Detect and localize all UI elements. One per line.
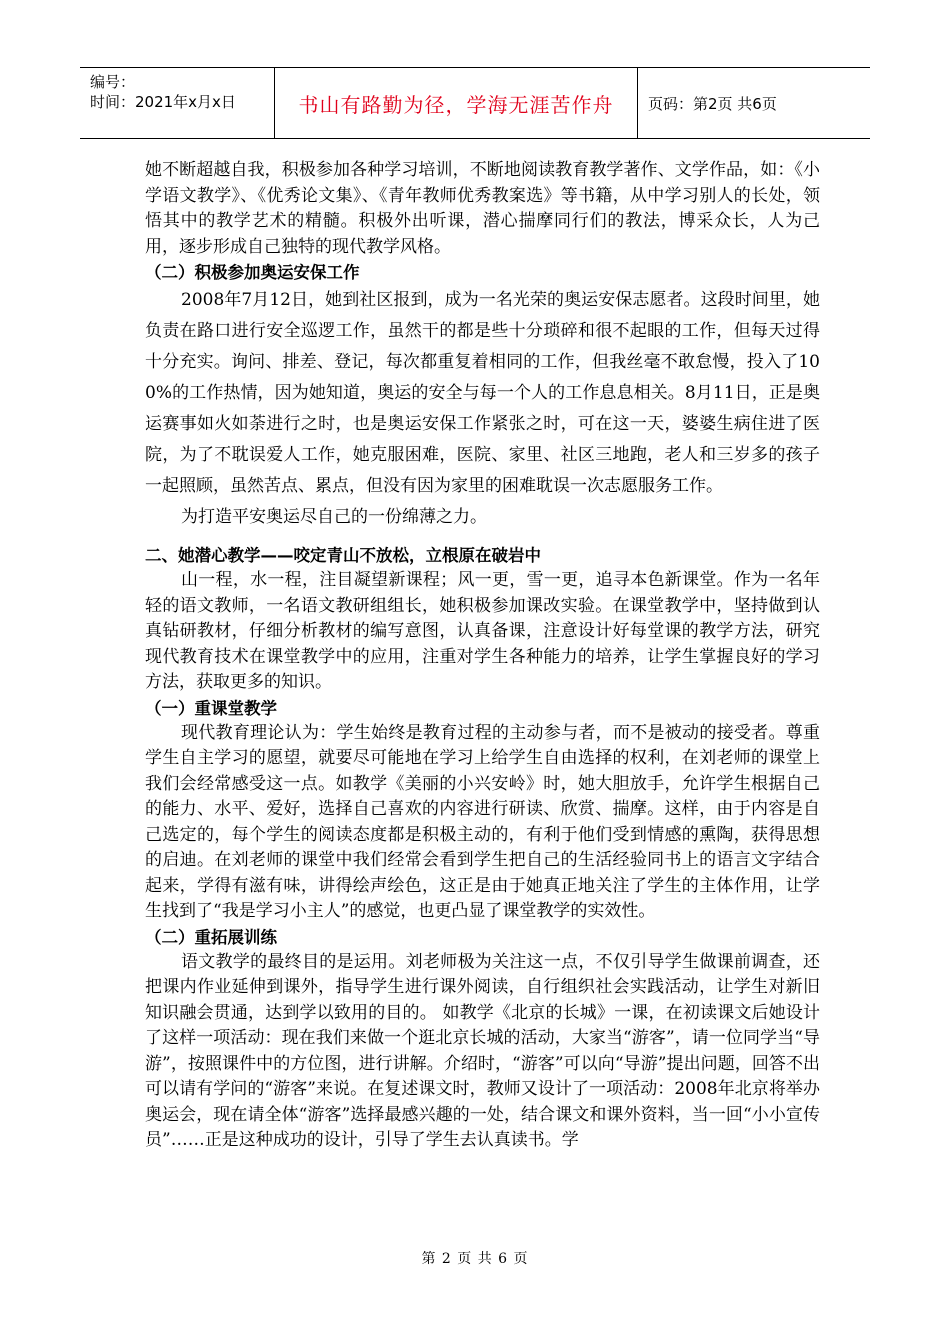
paragraph-extension-training: 语文教学的最终目的是运用。刘老师极为关注这一点，不仅引导学生做课前调查，还把课内作业延伸到课外，指导学生进行课外阅读，自行组织社会实践活动，让学生对新旧知识融会贯通，达到学以致用的目的。 如教学《北京的长城》一课，在初读课文后她设计了这样一项活动：现在我们来做一个逛北京长城的活动，大家当“游客”，请一位同学当“导游”，按照课件中的方位图，进行讲解。介绍时，“游客”可以向“导游”提出问题，回答不出可以请有学问的“游客”来说。在复述课文时，教师又设计了一项活动：2008年北京将举办奥运会，现在请全体“游客”选择最感兴趣的一处，结合课文和课外资料，当一回“小小宣传员”……正是这种成功的设计，引导了学生去认真读书。学 [145,951,820,1150]
header-id-label: 编号： [90,73,136,91]
header-motto: 书山有路勤为径，学海无涯苦作舟 [275,68,638,138]
heading-extension-training: （二）重拓展训练 [145,927,277,947]
header-meta [80,68,275,138]
paragraph-safe-olympics: 为打造平安奥运尽自己的一份绵薄之力。 [181,507,487,527]
document-body [145,158,820,1154]
paragraph-curriculum-reform: 山一程，水一程，注目凝望新课程；风一更，雪一更，追寻本色新课堂。作为一名年轻的语文教师，一名语文教研组组长，她积极参加课改实验。在课堂教学中，坚持做到认真钻研教材，仔细分析教材的编写意图，认真备课，注意设计好每堂课的教学方法，研究现代教育技术在课堂教学中的应用，注重对学生各种能力的培养，让学生掌握良好的学习方法，获取更多的知识。 [145,570,820,692]
header-page-info: 页码：第2页 共6页 [648,94,777,113]
heading-classroom-teaching: （一）重课堂教学 [145,698,277,718]
heading-section-teaching: 二、她潜心教学——咬定青山不放松，立根原在破岩中 [145,546,541,565]
page-header [80,67,870,139]
paragraph-self-study: 她不断超越自我，积极参加各种学习培训，不断地阅读教育教学著作、文学作品，如：《小学语文教学》、《优秀论文集》、《青年教师优秀教案选》等书籍，从中学习别人的长处，领悟其中的教学艺术的精髓。积极外出听课，潜心揣摩同行们的教法，博采众长，人为己用，逐步形成自己独特的现代教学风格。 [145,160,820,257]
paragraph-classroom-teaching: 现代教育理论认为：学生始终是教育过程的主动参与者，而不是被动的接受者。尊重学生自主学习的愿望，就要尽可能地在学习上给学生自由选择的权利，在刘老师的课堂上我们会经常感受这一点。如教学《美丽的小兴安岭》时，她大胆放手，允许学生根据自己的能力、水平、爱好，选择自己喜欢的内容进行研读、欣赏、揣摩。这样，由于内容是自己选定的，每个学生的阅读态度都是积极主动的，有利于他们受到情感的熏陶，获得思想的启迪。在刘老师的课堂中我们经常会看到学生把自己的生活经验同书上的语言文字结合起来，学得有滋有味，讲得绘声绘色，这正是由于她真正地关注了学生的主体作用，让学生找到了“我是学习小主人”的感觉，也更凸显了课堂教学的实效性。 [145,722,820,921]
page-footer: 第 2 页 共 6 页 [421,1251,529,1267]
heading-olympic-security: （二）积极参加奥运安保工作 [145,263,360,282]
header-time-label: 时间：2021年x月x日 [90,93,236,111]
paragraph-olympic-volunteer: 2008年7月12日，她到社区报到，成为一名光荣的奥运安保志愿者。这段时间里，她负责在路口进行安全巡逻工作，虽然干的都是些十分琐碎和很不起眼的工作，但每天过得十分充实。询问、排差、登记，每次都重复着相同的工作，但我丝毫不敢怠慢，投入了100%的工作热情，因为她知道，奥运的安全与每一个人的工作息息相关。8月11日，正是奥运赛事如火如荼进行之时，也是奥运安保工作紧张之时，可在这一天，婆婆生病住进了医院，为了不耽误爱人工作，她克服困难，医院、家里、社区三地跑，老人和三岁多的孩子一起照顾，虽然苦点、累点，但没有因为家里的困难耽误一次志愿服务工作。 [145,290,820,496]
